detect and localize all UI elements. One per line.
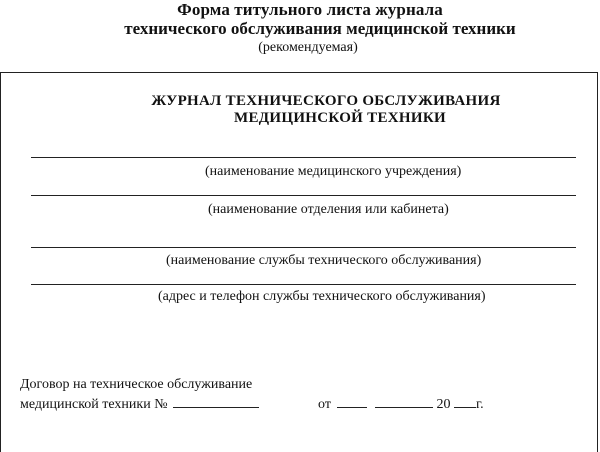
service-fill-line [31,247,576,248]
service-caption: (наименование службы технического обслуживания) [166,253,482,268]
form-title-line-1: ЖУРНАЛ ТЕХНИЧЕСКОГО ОБСЛУЖИВАНИЯ [151,93,501,109]
date-year-suffix: г. [475,397,484,412]
date-from-label: от [318,397,331,412]
date-month-blank [375,395,433,408]
contract-label-line-2 [20,395,259,413]
institution-fill-line [31,157,576,158]
department-fill-line [31,195,576,196]
contract-label-line-1: Договор на техническое обслуживание [20,377,253,392]
form-title-line-2: МЕДИЦИНСКОЙ ТЕХНИКИ [234,110,446,126]
date-year-blank [454,395,476,408]
address-caption: (адрес и телефон службы технического обслуживания) [158,289,486,304]
date-year-prefix: 20 [436,397,451,412]
page-header-subtitle: технического обслуживания медицинской техники [124,19,516,38]
department-caption: (наименование отделения или кабинета) [208,202,449,217]
date-day-blank [337,395,367,408]
address-fill-line [31,284,576,285]
page-header-note: (рекомендуемая) [258,40,358,55]
page-header-title: Форма титульного листа журнала [177,0,443,19]
contract-number-label: медицинской техники № [20,397,168,412]
contract-number-blank [173,395,259,408]
institution-caption: (наименование медицинского учреждения) [205,164,462,179]
contract-date [318,395,484,413]
